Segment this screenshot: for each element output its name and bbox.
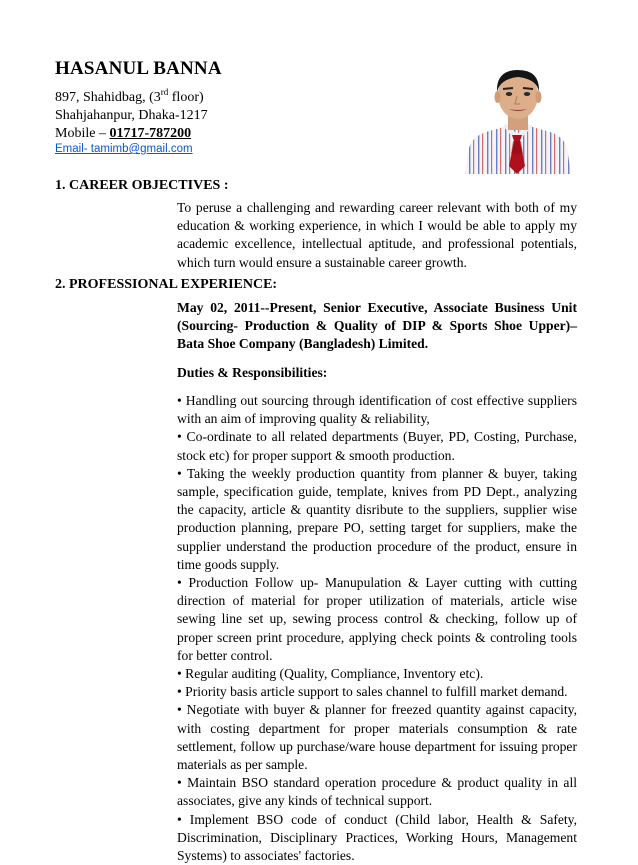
job-heading: May 02, 2011--Present, Senior Executive, Associate Business Unit (Sourcing- Production & Quality of DIP & Sports Shoe Upper)– Bata Shoe Company (Bangladesh) Limited. — [177, 300, 577, 352]
section-career-objectives-title: 1. CAREER OBJECTIVES : — [55, 178, 229, 193]
email-link[interactable]: Email- tamimb@gmail.com — [55, 143, 193, 155]
section-professional-experience-title: 2. PROFESSIONAL EXPERIENCE: — [55, 277, 278, 292]
address-line-2: Shahjahanpur, Dhaka-1217 — [55, 108, 208, 123]
applicant-name: HASANUL BANNA — [55, 58, 222, 79]
list-item: • Production Follow up- Manupulation & Layer cutting with cutting direction of material for proper utilization of materials, article wise sewing line set up, sewing process control & checking, follow up of proper screen print procedure, applying check points & controling tools for better control. — [177, 575, 577, 663]
list-item: • Implement BSO code of conduct (Child labor, Health & Safety, Discrimination, Disciplinary Practices, Working Hours, Management Systems) to associates' factories. — [177, 811, 577, 864]
mobile-number: 01717-787200 — [109, 126, 192, 141]
mobile-line: Mobile – 01717-787200 — [55, 126, 192, 141]
list-item: • Negotiate with buyer & planner for freezed quantity against capacity, with costing department for proper materials consumption & rate settlement, follow up purchase/ware house department for issuing proper materials as per sample. — [177, 702, 577, 773]
profile-photo — [459, 62, 576, 174]
list-item: • Co-ordinate to all related departments (Buyer, PD, Costing, Purchase, stock etc) for proper support & smooth production. — [177, 429, 577, 463]
list-item: • Handling out sourcing through identification of cost effective suppliers with an aim of improving quality & reliability, — [177, 393, 577, 427]
list-item: • Maintain BSO standard operation procedure & product quality in all associates, give any kinds of technical support. — [177, 775, 577, 809]
career-objective-text: To peruse a challenging and rewarding career relevant with both of my education & working experience, in which I would be able to apply my academic excellence, intellectual aptitude, and professional potentials, which turn would ensure a sustainable career growth. — [177, 200, 577, 270]
list-item: • Taking the weekly production quantity from planner & buyer, taking sample, specification guide, template, knives from PD Dept., analyzing the capacity, article & quantity disribute to the suppliers, supplier wise production planning, prepare PO, setting target for suppliers, make the supplier understand the production procedure of the product, ensure in time goods supply. — [177, 465, 577, 572]
list-item: • Regular auditing (Quality, Compliance, Inventory etc). — [177, 666, 484, 682]
list-item: • Priority basis article support to sales channel to fulfill market demand. — [177, 684, 568, 700]
responsibilities-list — [177, 392, 577, 865]
address-line-1: 897, Shahidbag, (3rd floor) — [55, 87, 204, 105]
duties-title: Duties & Responsibilities: — [177, 365, 328, 380]
